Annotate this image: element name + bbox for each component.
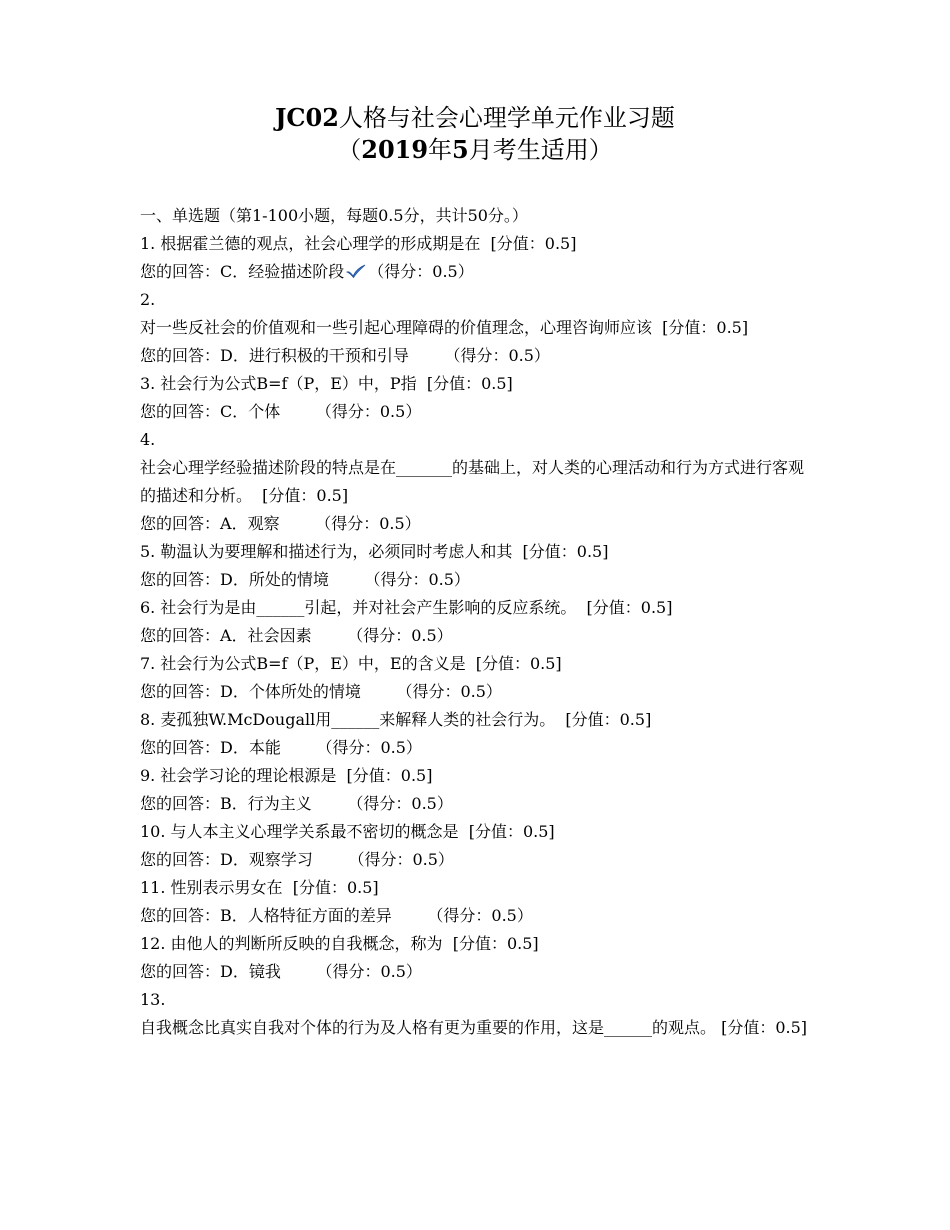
question-2: 对一些反社会的价值观和一些引起心理障碍的价值理念，心理咨询师应该 [分值：0.5]: [140, 318, 749, 337]
answer-11: [140, 902, 812, 930]
question-2-number: 2.: [140, 290, 156, 309]
answer-5: [140, 566, 812, 594]
answer-score: （得分：0.5）: [444, 346, 550, 365]
answer-3: [140, 398, 812, 426]
title-course-name: 人格与社会心理学单元作业习题: [338, 104, 675, 132]
question-8: 8. 麦孤独W.McDougall用______来解释人类的社会行为。 [分值：0.5]: [140, 710, 652, 729]
answer-choice: D．进行积极的干预和引导: [220, 346, 409, 365]
answer-score: （得分：0.5）: [315, 514, 421, 533]
answer-12: [140, 958, 812, 986]
question-13-number: 13.: [140, 990, 166, 1009]
answer-label: 您的回答：: [140, 794, 221, 813]
checkmark-icon: [346, 264, 366, 278]
question-13: 自我概念比真实自我对个体的行为及人格有更为重要的作用，这是______的观点。 [分值：0.5]: [140, 1018, 808, 1037]
answer-label: 您的回答：: [140, 570, 221, 589]
answer-choice: C．经验描述阶段: [220, 262, 345, 281]
answer-score: （得分：0.5）: [364, 570, 470, 589]
answer-label: 您的回答：: [140, 738, 221, 757]
answer-choice: A．观察: [220, 514, 280, 533]
question-10: 10. 与人本主义心理学关系最不密切的概念是 [分值：0.5]: [140, 822, 555, 841]
title-line-1: [0, 102, 950, 134]
answer-score: （得分：0.5）: [348, 850, 454, 869]
answer-6: [140, 622, 812, 650]
answer-score: （得分：0.5）: [315, 402, 422, 421]
answer-score: （得分：0.5）: [368, 262, 474, 281]
answer-choice: D．所处的情境: [220, 570, 329, 589]
question-list: [140, 202, 812, 1042]
answer-score: （得分：0.5）: [427, 906, 533, 925]
answer-score: （得分：0.5）: [316, 962, 422, 981]
answer-label: 您的回答：: [140, 626, 221, 645]
question-7: 7. 社会行为公式B=f（P，E）中，E的含义是 [分值：0.5]: [140, 654, 562, 673]
question-3: 3. 社会行为公式B=f（P，E）中，P指 [分值：0.5]: [140, 374, 513, 393]
answer-7: [140, 678, 812, 706]
answer-choice: D．镜我: [220, 962, 281, 981]
title-line-2: [0, 134, 950, 166]
answer-choice: D．观察学习: [220, 850, 313, 869]
question-4-number: 4.: [140, 430, 156, 449]
answer-4: [140, 510, 812, 538]
question-6: 6. 社会行为是由______引起，并对社会产生影响的反应系统。 [分值：0.5]: [140, 598, 673, 617]
title-course-code: JC02: [275, 103, 339, 132]
question-5: 5. 勒温认为要理解和描述行为，必须同时考虑人和其 [分值：0.5]: [140, 542, 609, 561]
answer-8: [140, 734, 812, 762]
question-1: 1. 根据霍兰德的观点，社会心理学的形成期是在 [分值：0.5]: [140, 234, 577, 253]
question-9: 9. 社会学习论的理论根源是 [分值：0.5]: [140, 766, 433, 785]
answer-label: 您的回答：: [140, 514, 221, 533]
title-paren-open: （: [337, 136, 362, 164]
title-month: 5: [452, 135, 469, 164]
answer-9: [140, 790, 812, 818]
answer-choice: A．社会因素: [220, 626, 312, 645]
question-11: 11. 性别表示男女在 [分值：0.5]: [140, 878, 379, 897]
answer-score: （得分：0.5）: [347, 626, 453, 645]
answer-choice: B．人格特征方面的差异: [220, 906, 392, 925]
title-year-suffix: 年: [428, 136, 453, 164]
answer-label: 您的回答：: [140, 906, 221, 925]
answer-10: [140, 846, 812, 874]
answer-label: 您的回答：: [140, 962, 221, 981]
answer-label: 您的回答：: [140, 402, 221, 421]
title-year: 2019: [361, 135, 429, 164]
answer-2: [140, 342, 812, 370]
question-12: 12. 由他人的判断所反映的自我概念，称为 [分值：0.5]: [140, 934, 539, 953]
answer-score: （得分：0.5）: [316, 738, 422, 757]
answer-1: [140, 258, 812, 286]
answer-score: （得分：0.5）: [347, 794, 453, 813]
answer-label: 您的回答：: [140, 682, 221, 701]
answer-choice: C．个体: [220, 402, 281, 421]
answer-label: 您的回答：: [140, 850, 221, 869]
answer-label: 您的回答：: [140, 262, 221, 281]
document-title: [0, 102, 950, 166]
answer-score: （得分：0.5）: [396, 682, 502, 701]
answer-choice: B．行为主义: [220, 794, 312, 813]
section-heading: 一、单选题（第1-100小题，每题0.5分，共计50分。）: [140, 206, 528, 225]
answer-choice: D．个体所处的情境: [220, 682, 361, 701]
answer-label: 您的回答：: [140, 346, 221, 365]
title-applicability: 月考生适用）: [468, 136, 613, 164]
answer-choice: D．本能: [220, 738, 281, 757]
question-4: 社会心理学经验描述阶段的特点是在_______的基础上，对人类的心理活动和行为方式进行客观的描述和分析。 [分值：0.5]: [140, 458, 805, 505]
